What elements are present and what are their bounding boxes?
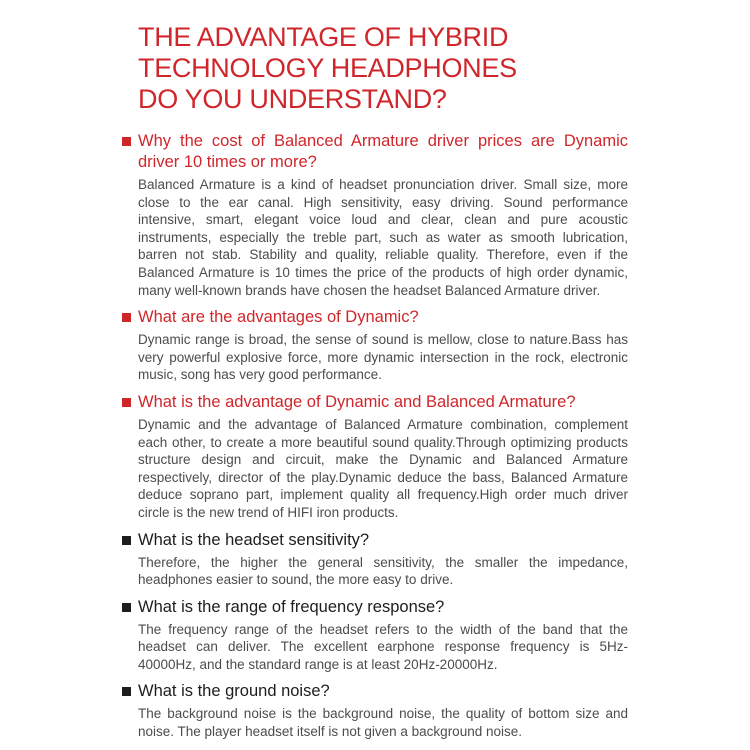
page-title	[138, 22, 628, 115]
page-title-line-1: THE ADVANTAGE OF HYBRID	[138, 22, 509, 52]
section-ground-noise	[138, 681, 628, 740]
bullet-square-icon	[122, 137, 131, 146]
section-body: The frequency range of the headset refers to the width of the band that the headset can deliver. The excellent earphone response frequency is 5Hz-40000Hz, and the standard range is at least 20Hz-20000Hz.	[138, 621, 628, 672]
section-body: Therefore, the higher the general sensitivity, the smaller the impedance, headphones easier to sound, the more easy to drive.	[138, 554, 628, 588]
section-frequency-response	[138, 597, 628, 674]
section-headset-sensitivity	[138, 530, 628, 589]
section-heading	[138, 131, 628, 173]
section-body: Dynamic range is broad, the sense of sound is mellow, close to nature.Bass has very powerful explosive force, more dynamic intersection in the rock, electronic music, song has very good performance.	[138, 332, 628, 383]
bullet-square-icon	[122, 687, 131, 696]
section-heading-text: What is the headset sensitivity?	[138, 530, 370, 549]
section-heading	[138, 681, 628, 702]
section-body: Balanced Armature is a kind of headset pronunciation driver. Small size, more close to the ear canal. High sensitivity, easy driving. Sound performance intensive, smart, elegant voice loud and clear, clean and pure acoustic instruments, especially the treble part, such as water as smooth lubrication, barren not stab. Stability and quality, reliable quality. Therefore, even if the Balanced Armature is 10 times the price of the products of high order dynamic, many well-known brands have chosen the headset Balanced Armature driver.	[138, 177, 628, 298]
section-body: The background noise is the background noise, the quality of bottom size and noise. The player headset itself is not given a background noise.	[138, 706, 628, 740]
section-heading-text: What is the ground noise?	[138, 682, 330, 701]
section-body: Dynamic and the advantage of Balanced Armature combination, complement each other, to create a more beautiful sound quality.Through optimizing products structure design and circuit, make the Dynamic and Balanced Armature respectively, director of the play.Dynamic deduce the bass, Balanced Armature deduce soprano part, implement quality all frequency.High order much driver circle is the new trend of HIFI iron products.	[138, 416, 628, 520]
bullet-square-icon	[122, 313, 131, 322]
section-balanced-armature-cost	[138, 131, 628, 299]
page-title-line-3: DO YOU UNDERSTAND?	[138, 84, 447, 114]
section-heading-text: What are the advantages of Dynamic?	[138, 308, 419, 327]
bullet-square-icon	[122, 398, 131, 407]
section-heading	[138, 392, 628, 413]
page-title-line-2: TECHNOLOGY HEADPHONES	[138, 53, 517, 83]
section-hybrid-advantage	[138, 392, 628, 522]
bullet-square-icon	[122, 536, 131, 545]
section-heading-text: Why the cost of Balanced Armature driver prices are Dynamic driver 10 times or more?	[138, 132, 628, 171]
section-dynamic-advantages	[138, 307, 628, 384]
section-heading	[138, 307, 628, 328]
section-heading-text: What is the range of frequency response?	[138, 597, 445, 616]
section-heading	[138, 597, 628, 618]
section-heading	[138, 530, 628, 551]
section-heading-text: What is the advantage of Dynamic and Balanced Armature?	[138, 392, 576, 411]
bullet-square-icon	[122, 603, 131, 612]
